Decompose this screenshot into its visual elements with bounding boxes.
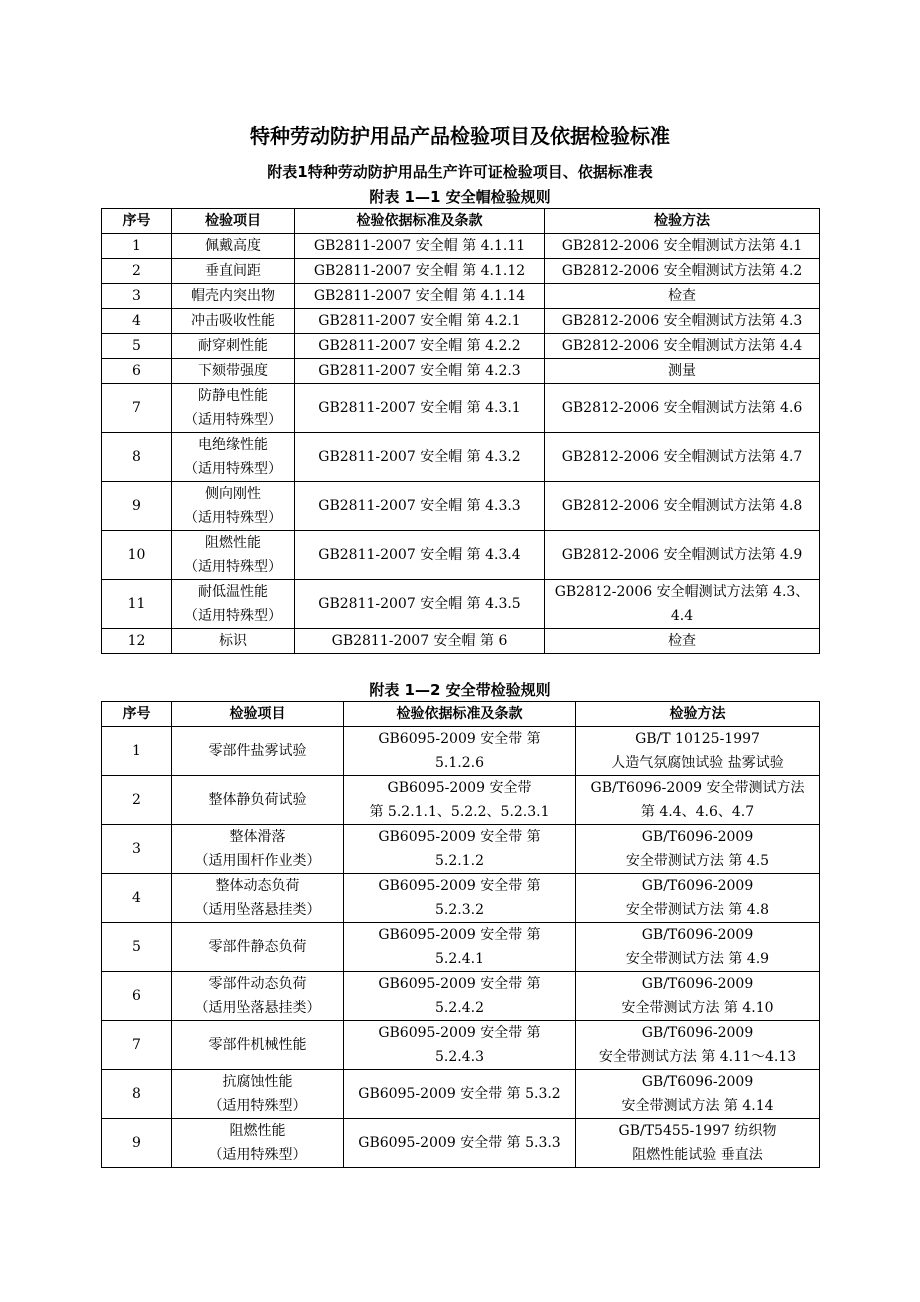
header-row	[102, 702, 820, 727]
row-number-line: 1	[132, 743, 141, 759]
table-row	[102, 284, 820, 309]
test-method-line: 安全带测试方法 第 4.10	[621, 1000, 774, 1016]
row-number-line: 7	[132, 1037, 141, 1053]
table-row	[102, 334, 820, 359]
standard-clause	[344, 1021, 576, 1070]
test-method-line: 阻燃性能试验 垂直法	[632, 1147, 763, 1163]
inspection-item-line: （适用围杆作业类）	[194, 853, 321, 869]
row-number	[102, 1070, 172, 1119]
standard-clause	[295, 580, 545, 629]
test-method-line: GB/T6096-2009	[641, 1074, 754, 1090]
inspection-item	[172, 334, 295, 359]
table-row	[102, 1070, 820, 1119]
inspection-item-line: 整体静负荷试验	[208, 792, 307, 808]
standard-clause-line: GB2811-2007 安全帽 第 4.3.5	[318, 596, 521, 612]
table-row	[102, 309, 820, 334]
standard-clause	[295, 531, 545, 580]
standard-clause-line: 5.2.1.2	[435, 853, 484, 869]
row-number-line: 4	[132, 313, 141, 329]
inspection-item	[172, 629, 295, 654]
inspection-item-line: 抗腐蚀性能	[222, 1074, 293, 1090]
standard-clause-line: GB6095-2009 安全带 第	[378, 927, 541, 943]
standard-clause	[295, 384, 545, 433]
inspection-item-line: 阻燃性能	[205, 535, 261, 551]
inspection-item	[172, 874, 344, 923]
row-number	[102, 629, 172, 654]
row-number-line: 2	[132, 263, 141, 279]
row-number-line: 8	[132, 449, 141, 465]
inspection-item-line: 冲击吸收性能	[191, 313, 275, 329]
inspection-item	[172, 433, 295, 482]
test-method-line: 检查	[668, 633, 696, 649]
standard-clause-line: GB2811-2007 安全帽 第 4.2.2	[318, 338, 521, 354]
header-row	[102, 209, 820, 234]
inspection-item-line: （适用特殊型）	[184, 510, 282, 526]
standard-clause-line: 5.2.4.2	[435, 1000, 484, 1016]
inspection-item-line: 零部件静态负荷	[208, 939, 307, 955]
row-number	[102, 433, 172, 482]
inspection-item	[172, 234, 295, 259]
table-row	[102, 1119, 820, 1168]
standard-clause	[295, 433, 545, 482]
appendix-subtitle: 附表1特种劳动防护用品生产许可证检验项目、依据标准表	[267, 163, 653, 181]
standard-clause-line: 第 5.2.1.1、5.2.2、5.2.3.1	[369, 804, 550, 820]
standard-clause	[295, 334, 545, 359]
header-no	[102, 702, 172, 727]
test-method-line: 安全带测试方法 第 4.11～4.13	[598, 1049, 797, 1065]
row-number	[102, 259, 172, 284]
standard-clause-line: GB2811-2007 安全帽 第 4.1.14	[313, 288, 526, 304]
inspection-item-line: 零部件动态负荷	[208, 976, 307, 992]
standard-clause-line: GB2811-2007 安全帽 第 4.1.12	[313, 263, 526, 279]
table-row	[102, 580, 820, 629]
header-basis-line: 检验依据标准及条款	[396, 706, 523, 722]
inspection-item-line: 阻燃性能	[229, 1123, 286, 1139]
test-method-line: GB2812-2006 安全帽测试方法第 4.7	[561, 449, 803, 465]
test-method	[545, 482, 820, 531]
inspection-item	[172, 1070, 344, 1119]
row-number	[102, 284, 172, 309]
test-method-line: GB/T6096-2009 安全带测试方法	[590, 780, 805, 796]
standard-clause-line: GB6095-2009 安全带 第 5.3.3	[358, 1135, 561, 1151]
table-row	[102, 531, 820, 580]
standard-clause-line: GB6095-2009 安全带 第 5.3.2	[358, 1086, 561, 1102]
test-method-line: 第 4.4、4.6、4.7	[640, 804, 755, 820]
inspection-item-line: 整体动态负荷	[215, 878, 300, 894]
row-number-line: 1	[132, 238, 141, 254]
test-method	[545, 531, 820, 580]
inspection-item	[172, 580, 295, 629]
table-row	[102, 874, 820, 923]
header-item-line: 检验项目	[229, 706, 286, 722]
test-method-line: 检查	[668, 288, 696, 304]
inspection-item-line: （适用特殊型）	[184, 608, 282, 624]
test-method-line: GB/T5455-1997 纺织物	[618, 1123, 777, 1139]
inspection-item-line: 帽壳内突出物	[191, 288, 275, 304]
row-number	[102, 580, 172, 629]
row-number	[102, 531, 172, 580]
test-method	[576, 972, 820, 1021]
inspection-item-line: 佩戴高度	[205, 238, 261, 254]
inspection-item-line: 侧向刚性	[205, 486, 261, 502]
test-method	[545, 629, 820, 654]
standard-clause	[295, 629, 545, 654]
row-number	[102, 874, 172, 923]
standard-clause	[344, 972, 576, 1021]
row-number-line: 2	[132, 792, 141, 808]
standard-clause-line: 5.2.4.1	[435, 951, 484, 967]
test-method	[576, 923, 820, 972]
inspection-item	[172, 972, 344, 1021]
test-method-line: GB2812-2006 安全帽测试方法第 4.4	[561, 338, 803, 354]
test-method-line: GB/T6096-2009	[641, 829, 754, 845]
standard-clause-line: GB6095-2009 安全带 第	[378, 829, 541, 845]
standard-clause-line: GB6095-2009 安全带	[387, 780, 532, 796]
table-row	[102, 776, 820, 825]
test-method	[545, 384, 820, 433]
test-method	[545, 334, 820, 359]
inspection-item-line: 耐低温性能	[198, 584, 268, 600]
row-number-line: 5	[132, 338, 141, 354]
inspection-item	[172, 531, 295, 580]
inspection-item	[172, 727, 344, 776]
standard-clause-line: GB2811-2007 安全帽 第 4.3.2	[318, 449, 521, 465]
test-method	[545, 309, 820, 334]
inspection-item	[172, 1021, 344, 1070]
test-method	[545, 359, 820, 384]
row-number-line: 3	[132, 288, 141, 304]
inspection-item-line: （适用坠落悬挂类）	[194, 1000, 321, 1016]
standard-clause-line: GB6095-2009 安全带 第	[378, 1025, 541, 1041]
inspection-item-line: （适用特殊型）	[184, 461, 282, 477]
standard-clause-line: 5.2.3.2	[435, 902, 484, 918]
header-method	[576, 702, 820, 727]
test-method	[545, 284, 820, 309]
standard-clause-line: GB6095-2009 安全带 第	[378, 731, 541, 747]
inspection-item	[172, 482, 295, 531]
test-method	[576, 1021, 820, 1070]
row-number-line: 6	[132, 988, 141, 1004]
table-row	[102, 629, 820, 654]
header-item-line: 检验项目	[205, 213, 261, 229]
test-method	[576, 1119, 820, 1168]
header-basis	[295, 209, 545, 234]
test-method-line: 安全带测试方法 第 4.9	[625, 951, 770, 967]
document-title: 特种劳动防护用品产品检验项目及依据检验标准	[250, 124, 670, 148]
test-method-line: GB2812-2006 安全帽测试方法第 4.3、	[554, 584, 810, 600]
inspection-item	[172, 923, 344, 972]
test-method	[545, 259, 820, 284]
row-number	[102, 359, 172, 384]
inspection-item-line: 零部件机械性能	[208, 1037, 307, 1053]
standard-clause	[344, 825, 576, 874]
inspection-item-line: （适用特殊型）	[184, 412, 282, 428]
standard-clause-line: 5.1.2.6	[435, 755, 484, 771]
standard-clause-line: GB2811-2007 安全帽 第 4.2.1	[318, 313, 521, 329]
test-method-line: 人造气氛腐蚀试验 盐雾试验	[611, 755, 784, 771]
inspection-item	[172, 384, 295, 433]
safety-belt-inspection-table	[101, 701, 820, 1168]
header-item	[172, 209, 295, 234]
table-row	[102, 1021, 820, 1070]
test-method	[576, 1070, 820, 1119]
table-row	[102, 433, 820, 482]
standard-clause	[344, 1070, 576, 1119]
test-method	[545, 234, 820, 259]
standard-clause	[295, 482, 545, 531]
table-row	[102, 482, 820, 531]
inspection-item	[172, 309, 295, 334]
header-method-line: 检验方法	[669, 706, 726, 722]
standard-clause	[295, 234, 545, 259]
test-method	[576, 874, 820, 923]
inspection-item	[172, 359, 295, 384]
row-number	[102, 923, 172, 972]
inspection-item-line: 耐穿刺性能	[198, 338, 268, 354]
inspection-item	[172, 776, 344, 825]
row-number-line: 10	[127, 547, 146, 563]
test-method-line: GB2812-2006 安全帽测试方法第 4.8	[561, 498, 803, 514]
row-number-line: 8	[132, 1086, 141, 1102]
test-method-line: 安全带测试方法 第 4.5	[625, 853, 770, 869]
row-number	[102, 482, 172, 531]
standard-clause	[295, 259, 545, 284]
test-method-line: GB2812-2006 安全帽测试方法第 4.3	[561, 313, 803, 329]
inspection-item-line: 标识	[219, 633, 247, 649]
test-method-line: GB/T 10125-1997	[635, 731, 760, 747]
header-item	[172, 702, 344, 727]
helmet-inspection-table	[101, 208, 820, 654]
standard-clause-line: GB2811-2007 安全帽 第 4.3.1	[318, 400, 521, 416]
test-method	[576, 825, 820, 874]
standard-clause-line: GB2811-2007 安全帽 第 4.3.4	[318, 547, 521, 563]
table1-caption: 附表 1—1 安全帽检验规则	[369, 188, 551, 206]
row-number-line: 6	[132, 363, 141, 379]
test-method	[545, 580, 820, 629]
row-number	[102, 334, 172, 359]
inspection-item-line: 垂直间距	[205, 263, 261, 279]
table-row	[102, 359, 820, 384]
test-method	[545, 433, 820, 482]
row-number	[102, 825, 172, 874]
standard-clause	[295, 309, 545, 334]
row-number	[102, 1119, 172, 1168]
inspection-item-line: 防静电性能	[198, 388, 268, 404]
standard-clause-line: GB2811-2007 安全帽 第 6	[331, 633, 508, 649]
standard-clause	[344, 727, 576, 776]
row-number-line: 3	[132, 841, 141, 857]
table-row	[102, 825, 820, 874]
test-method-line: 安全带测试方法 第 4.8	[625, 902, 770, 918]
standard-clause-line: GB2811-2007 安全帽 第 4.1.11	[313, 238, 526, 254]
row-number-line: 9	[132, 1135, 141, 1151]
row-number	[102, 776, 172, 825]
standard-clause-line: 5.2.4.3	[435, 1049, 484, 1065]
inspection-item	[172, 825, 344, 874]
table-row	[102, 972, 820, 1021]
inspection-item-line: （适用特殊型）	[184, 559, 282, 575]
test-method-line: GB/T6096-2009	[641, 878, 754, 894]
row-number-line: 12	[127, 633, 146, 649]
inspection-item	[172, 284, 295, 309]
inspection-item-line: 电绝缘性能	[198, 437, 268, 453]
test-method-line: 安全带测试方法 第 4.14	[621, 1098, 774, 1114]
inspection-item	[172, 259, 295, 284]
inspection-item-line: （适用特殊型）	[208, 1147, 307, 1163]
test-method-line: 4.4	[670, 608, 694, 624]
standard-clause-line: GB2811-2007 安全帽 第 4.2.3	[318, 363, 521, 379]
row-number	[102, 727, 172, 776]
row-number	[102, 384, 172, 433]
table-row	[102, 923, 820, 972]
standard-clause	[344, 776, 576, 825]
row-number	[102, 234, 172, 259]
test-method	[576, 727, 820, 776]
standard-clause	[344, 923, 576, 972]
header-no-line: 序号	[122, 213, 151, 229]
table-row	[102, 384, 820, 433]
test-method-line: GB2812-2006 安全帽测试方法第 4.9	[561, 547, 803, 563]
inspection-item-line: （适用坠落悬挂类）	[194, 902, 321, 918]
header-basis	[344, 702, 576, 727]
test-method-line: 测量	[668, 363, 696, 379]
test-method-line: GB2812-2006 安全帽测试方法第 4.1	[561, 238, 803, 254]
standard-clause	[295, 359, 545, 384]
standard-clause	[344, 1119, 576, 1168]
test-method-line: GB/T6096-2009	[641, 1025, 754, 1041]
header-no-line: 序号	[122, 706, 151, 722]
table2-caption: 附表 1—2 安全带检验规则	[369, 681, 551, 699]
row-number-line: 7	[132, 400, 141, 416]
inspection-item-line: （适用特殊型）	[208, 1098, 307, 1114]
row-number	[102, 1021, 172, 1070]
row-number	[102, 972, 172, 1021]
standard-clause-line: GB6095-2009 安全带 第	[378, 878, 541, 894]
header-method-line: 检验方法	[654, 213, 710, 229]
standard-clause-line: GB2811-2007 安全帽 第 4.3.3	[318, 498, 521, 514]
inspection-item-line: 整体滑落	[229, 829, 286, 845]
inspection-item-line: 下颏带强度	[198, 363, 268, 379]
test-method-line: GB2812-2006 安全帽测试方法第 4.2	[561, 263, 803, 279]
test-method-line: GB/T6096-2009	[641, 927, 754, 943]
row-number-line: 4	[132, 890, 141, 906]
test-method-line: GB2812-2006 安全帽测试方法第 4.6	[561, 400, 803, 416]
test-method-line: GB/T6096-2009	[641, 976, 754, 992]
row-number-line: 5	[132, 939, 141, 955]
table-row	[102, 234, 820, 259]
inspection-item	[172, 1119, 344, 1168]
table-row	[102, 259, 820, 284]
standard-clause-line: GB6095-2009 安全带 第	[378, 976, 541, 992]
row-number-line: 11	[127, 596, 146, 612]
row-number-line: 9	[132, 498, 141, 514]
inspection-item-line: 零部件盐雾试验	[208, 743, 307, 759]
header-method	[545, 209, 820, 234]
table-row	[102, 727, 820, 776]
header-basis-line: 检验依据标准及条款	[356, 213, 483, 229]
standard-clause	[344, 874, 576, 923]
row-number	[102, 309, 172, 334]
header-no	[102, 209, 172, 234]
test-method	[576, 776, 820, 825]
standard-clause	[295, 284, 545, 309]
